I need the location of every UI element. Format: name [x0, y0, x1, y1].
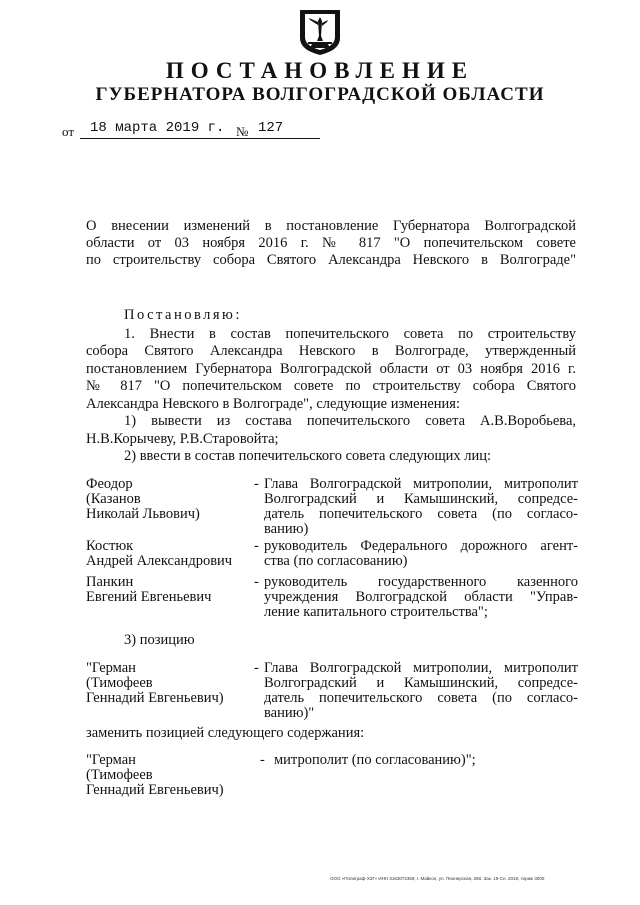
item-line: Н.В.Корычеву, Р.В.Старовойта; — [86, 430, 279, 447]
replace-line: заменить позицией следующего содержания: — [86, 725, 365, 741]
document-body — [86, 307, 576, 466]
subject-line: О внесении изменений в постановление Губернатора Волгоградской — [86, 218, 576, 234]
decree-word: Постановляю: — [124, 307, 242, 323]
document-subject — [86, 218, 576, 269]
paragraph-line: 1. Внести в состав попечительского совета по строительству — [124, 325, 576, 342]
member-name: "Герман (Тимофеев Геннадий Евгеньевич) — [86, 752, 224, 798]
item-line: 2) ввести в состав попечительского совета следующих лиц: — [124, 448, 492, 464]
paragraph-line: № 817 "О попечительском совете по строительству собора Святого — [86, 378, 576, 394]
document-title: ПОСТАНОВЛЕНИЕ — [165, 58, 475, 83]
member-name: "Герман (Тимофеев Геннадий Евгеньевич) — [86, 660, 224, 706]
document-page: ПОСТАНОВЛЕНИЕ ГУБЕРНАТОРА ВОЛГОГРАДСКОЙ ОБЛАСТИ от 18 марта 2019 г. № 127 О внесении изменений в постановление Губернатора Волгоградской области от 03 ноября 2016 г. № 817 "О попечительском совете по строительству собора Святого Александра Невского в Волгограде" Постановляю: 1. Внести в состав попечительского совета по строительству собора Святого Александра Невского в Волгограде, утвержденный постановлением Губернатора Волгоградской области от 03 ноября 2016 г. № 817 "О попечительском совете по строительству собора Святого Александра Невского в Волгограде", следующие изменения: 1) вывести из состава попечительского совета А.В.Воробьева, Н.В.Корычеву, Р.В.Старовойта; 2) ввести в состав попечительского совета следующих лиц: Феодор (Казанов Николай Львович) - Глава Волгоградской митрополии, митрополит Волгоградский и Камышинский, сопредсе- датель попечительского совета (по согласо- ванию) Костюк Андрей Александрович - руководитель Федерального дорожного агент- ства (по согласованию) Панкин Евгений Евгеньевич - руководитель государственного казенного учреждения Волгоградской области "Управ- ление капитального строительства"; 3) позицию "Герман (Тимофеев Геннадий Евгеньевич) - Глава Волгоградской митрополии, митрополит Волгоградский и Камышинский, сопредсе- датель попечительского совета (по согласо- ванию)" заменить позицией следующего содержания: "Герман (Тимофеев Геннадий Евгеньевич) - митрополит (по согласованию)"; ООО «Полиграф-ХЗГ» ИНН 3163072369, г. Майкоп, ул. Пионерская, 268. Зак. 19-Сн. 2019, тираж 3000 — [0, 0, 640, 905]
date-underline — [80, 138, 258, 139]
member-role: Глава Волгоградской митрополии, митрополит Волгоградский и Камышинский, сопредсе- датель попечительского совета (по согласо- ванию) — [264, 476, 578, 537]
number-prefix: № — [236, 124, 249, 139]
paragraph-line: постановлением Губернатора Волгоградской области от 03 ноября 2016 г. — [86, 360, 576, 377]
date-prefix: от — [62, 124, 75, 139]
printer-footer: ООО «Полиграф-ХЗГ» ИНН 3163072369, г. Майкоп, ул. Пионерская, 268. Зак. 19-Сн. 2019, тираж 3000 — [330, 876, 545, 881]
member-role: митрополит (по согласованию)"; — [274, 752, 476, 768]
subject-line: области от 03 ноября 2016 г. № 817 "О попечительском совете — [86, 235, 576, 251]
document-date: 18 марта 2019 г. — [90, 120, 225, 136]
number-underline — [254, 138, 320, 139]
document-number: 127 — [258, 120, 284, 136]
paragraph-line: Александра Невского в Волгограде", следующие изменения: — [86, 395, 461, 412]
member-role: руководитель государственного казенного учреждения Волгоградской области "Управ- ление капитального строительства"; — [264, 574, 578, 620]
paragraph-line: собора Святого Александра Невского в Волгограде, утвержденный — [86, 343, 576, 359]
member-role: руководитель Федерального дорожного агент- ства (по согласованию) — [264, 538, 578, 569]
coat-of-arms-icon — [296, 8, 344, 56]
item-line: 3) позицию — [124, 632, 195, 648]
member-name: Костюк Андрей Александрович — [86, 538, 233, 569]
member-name: Панкин Евгений Евгеньевич — [86, 574, 212, 605]
member-role: Глава Волгоградской митрополии, митрополит Волгоградский и Камышинский, сопредсе- датель попечительского совета (по согласо- ванию)" — [264, 660, 578, 721]
member-name: Феодор (Казанов Николай Львович) — [86, 476, 200, 522]
item-line: 1) вывести из состава попечительского совета А.В.Воробьева, — [124, 413, 576, 429]
document-subtitle: ГУБЕРНАТОРА ВОЛГОГРАДСКОЙ ОБЛАСТИ — [95, 84, 545, 105]
subject-line: по строительству собора Святого Александра Невского в Волгограде" — [86, 252, 576, 268]
